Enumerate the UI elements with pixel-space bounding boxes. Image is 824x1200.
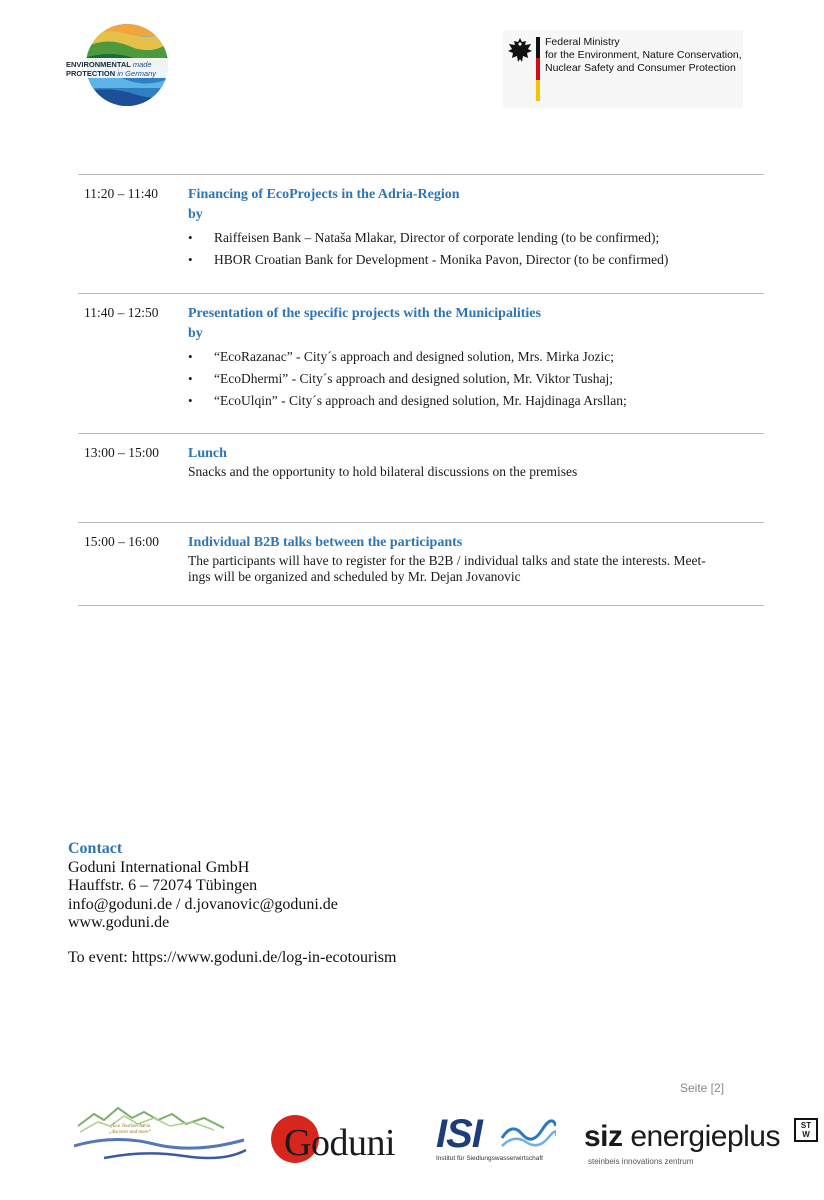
- agenda-content: [188, 304, 764, 412]
- agenda-by: by: [188, 326, 203, 341]
- contact-emails[interactable]: info@goduni.de / d.jovanovic@goduni.de: [68, 895, 338, 913]
- agenda-title: Presentation of the specific projects with the Municipalities: [188, 306, 541, 321]
- agenda-content: [188, 185, 764, 271]
- list-item: • HBOR Croatian Bank for Development - Monika Pavon, Director (to be confirmed): [188, 249, 764, 271]
- agenda-description: ings will be organized and scheduled by Mr. Dejan Jovanovic: [188, 569, 521, 584]
- list-item: • “EcoDhermi” - City´s approach and designed solution, Mr. Viktor Tushaj;: [188, 368, 764, 390]
- agenda-by: by: [188, 207, 203, 222]
- german-flag-stripe: [536, 37, 540, 101]
- agenda-description: The participants will have to register for the B2B / individual talks and state the interests. Meet-: [188, 553, 706, 568]
- contact-website[interactable]: www.goduni.de: [68, 914, 170, 931]
- agenda-time: 11:40 – 12:50: [84, 305, 159, 320]
- page-number: Seite [2]: [680, 1081, 725, 1095]
- agenda-description: Snacks and the opportunity to hold bilateral discussions on the premises: [188, 464, 578, 479]
- speaker-list: [188, 346, 764, 412]
- agenda-row: [78, 174, 764, 293]
- list-item: • “EcoRazanac” - City´s approach and designed solution, Mrs. Mirka Jozic;: [188, 346, 764, 368]
- agenda-content: [188, 444, 764, 480]
- ministry-name: Federal Ministry for the Environment, Nature Conservation, Nuclear Safety and Consumer Protection: [545, 36, 742, 74]
- agenda-title: Financing of EcoProjects in the Adria-Region: [188, 187, 460, 202]
- event-link[interactable]: To event: https://www.goduni.de/log-in-ecotourism: [68, 948, 397, 966]
- contact-company: Goduni International GmbH: [68, 858, 250, 876]
- agenda-title: Individual B2B talks between the participants: [188, 535, 463, 550]
- environmental-protection-logo: [66, 22, 196, 110]
- agenda-time: 13:00 – 15:00: [84, 445, 160, 460]
- agenda-row: [78, 293, 764, 433]
- federal-ministry-logo: [503, 30, 743, 108]
- agenda-time: 11:20 – 11:40: [84, 186, 158, 201]
- isi-wave-icon: [500, 1116, 556, 1152]
- contact-heading: Contact: [68, 840, 123, 857]
- contact-address: Hauffstr. 6 – 72074 Tübingen: [68, 877, 258, 894]
- eco-tourism-landscape-icon: [74, 1104, 250, 1168]
- isi-subtitle: Institut für Siedlungswasserwirtschaft: [436, 1155, 543, 1162]
- goduni-logo-text: Goduni: [284, 1122, 395, 1164]
- speaker-list: [188, 227, 764, 271]
- federal-eagle-icon: [507, 36, 533, 64]
- isi-logo-text: ISI: [436, 1112, 482, 1156]
- env-logo-text: ENVIRONMENTAL made PROTECTION in Germany: [66, 60, 157, 78]
- agenda-table: [78, 174, 764, 606]
- eco-tourism-text: „Eco Tourism Adria „discover and more“: [108, 1124, 152, 1135]
- agenda-row: [78, 433, 764, 522]
- agenda-content: [188, 533, 764, 585]
- eco-tourism-adria-logo: [74, 1104, 250, 1173]
- contact-block: [68, 840, 396, 967]
- list-item: • Raiffeisen Bank – Nataša Mlakar, Director of corporate lending (to be confirmed);: [188, 227, 764, 249]
- agenda-title: Lunch: [188, 446, 227, 461]
- agenda-time: 15:00 – 16:00: [84, 534, 160, 549]
- siz-subtitle: steinbeis innovations zentrum: [588, 1157, 694, 1166]
- list-item: • “EcoUlqin” - City´s approach and designed solution, Mr. Hajdinaga Arsllan;: [188, 390, 764, 412]
- stw-logo: ST W: [794, 1118, 818, 1142]
- agenda-row: [78, 522, 764, 606]
- siz-energieplus-logo: siz energieplus: [584, 1120, 780, 1153]
